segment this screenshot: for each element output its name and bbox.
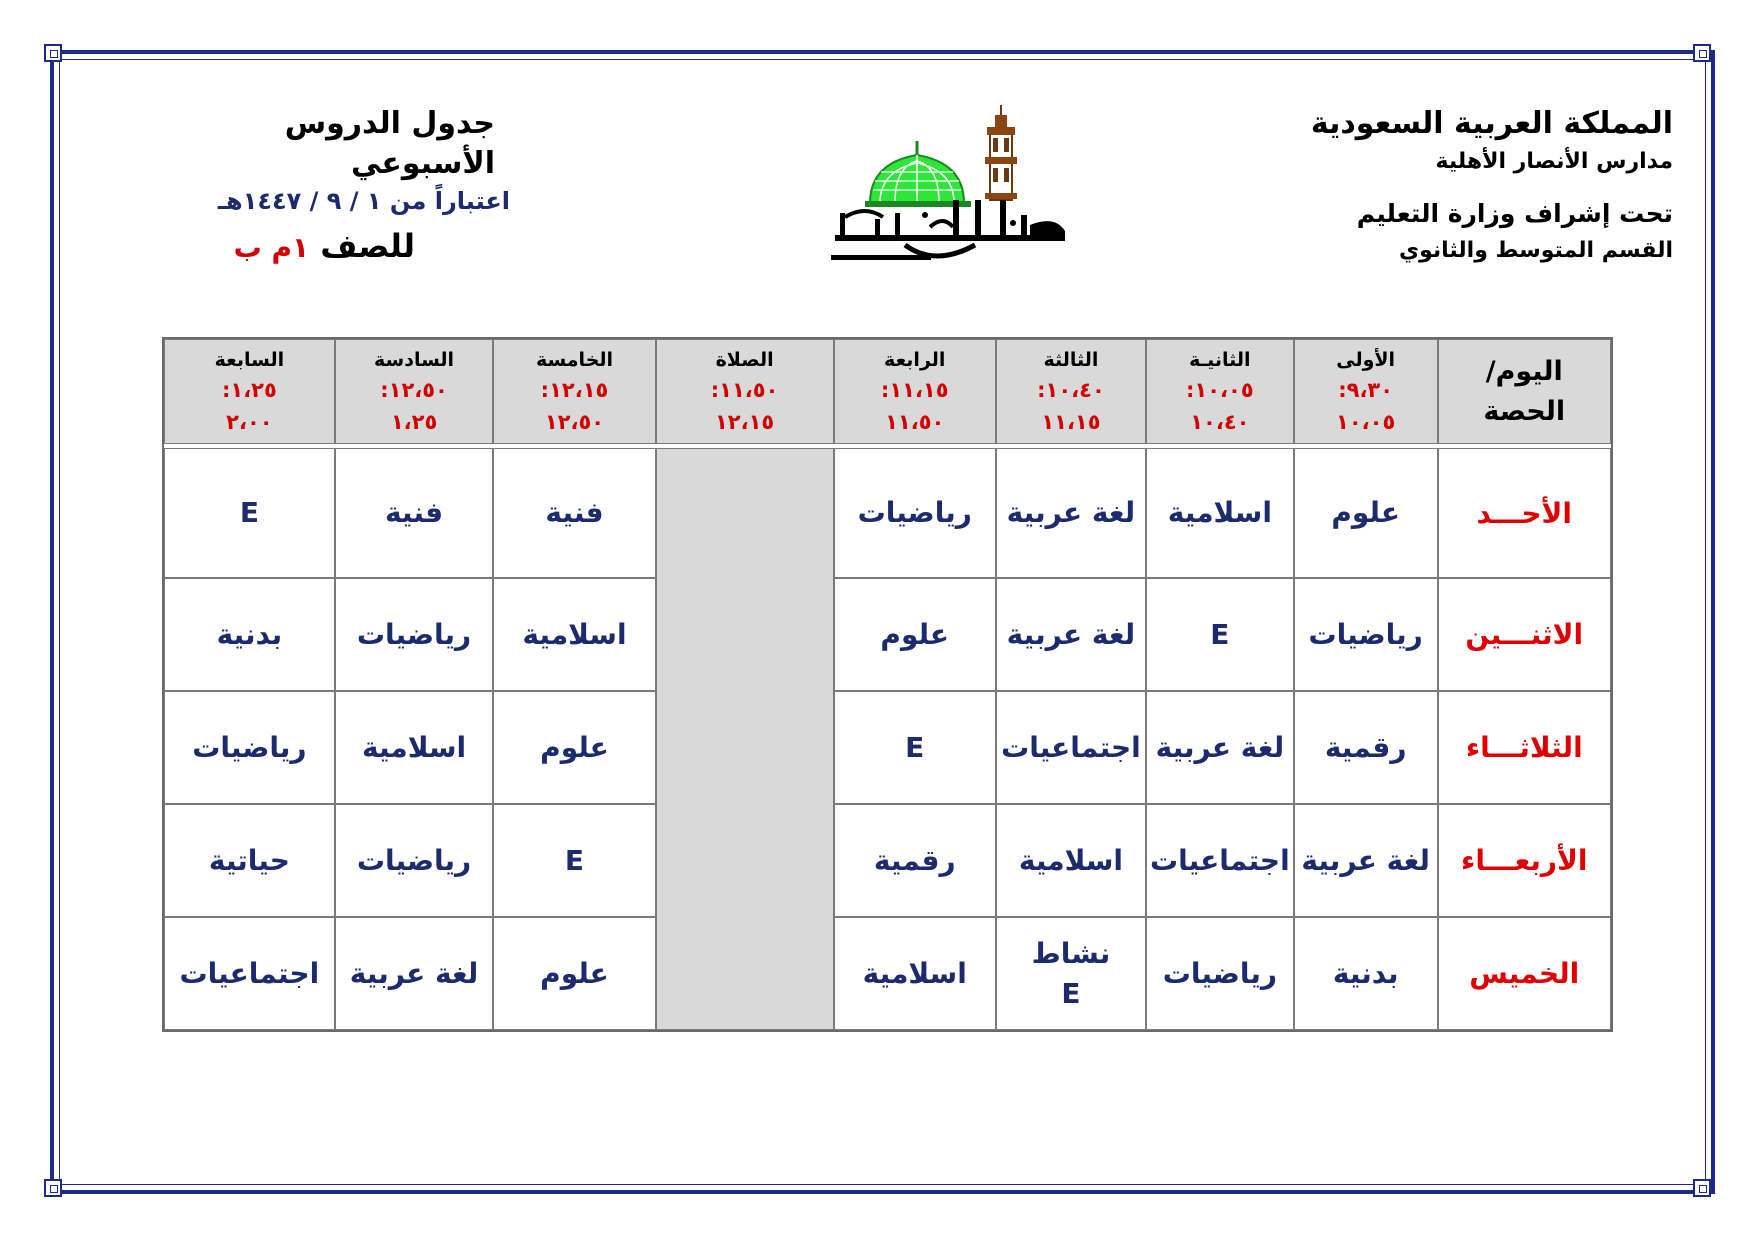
subject-cell: اجتماعيات: [996, 691, 1146, 804]
frame-corner-ornament: [44, 44, 62, 62]
subject-cell: حياتية: [164, 804, 335, 917]
period-end-time: ١٢،٥٠: [544, 409, 605, 434]
subject-cell: علوم: [493, 691, 655, 804]
period-header-5: [493, 339, 655, 444]
school-header: [1311, 104, 1673, 268]
subject-cell: لغة عربية: [1146, 691, 1294, 804]
subject-cell: اسلامية: [996, 804, 1146, 917]
subject-cell: بدنية: [1294, 917, 1438, 1030]
subject-cell: رقمية: [834, 804, 996, 917]
class-label: للصف: [320, 227, 415, 265]
period-start-time: ١٠،٤٠:: [1037, 377, 1105, 402]
period-header-7: [164, 339, 335, 444]
period-header-row: [164, 339, 1611, 444]
subject-english: E: [1061, 976, 1081, 1010]
class-name: ١م ب: [233, 231, 310, 264]
calligraphy-text: [831, 200, 1065, 260]
day-cell: الأربعـــاء: [1438, 804, 1612, 917]
corner-header-cell: [1438, 339, 1612, 444]
period-name: الثانيـة: [1189, 348, 1251, 371]
subject-cell: اجتماعيات: [164, 917, 335, 1030]
table-row: [164, 578, 1611, 691]
subject-cell: لغة عربية: [335, 917, 494, 1030]
period-start-time: ١١،٥٠:: [710, 377, 779, 402]
school-name: مدارس الأنصار الأهلية: [1435, 149, 1673, 174]
frame-corner-ornament: [44, 1179, 62, 1197]
period-end-time: ١٢،١٥: [714, 409, 775, 434]
minaret-icon: [985, 105, 1017, 200]
subject-cell: E: [1146, 578, 1294, 691]
table-row: [164, 917, 1611, 1030]
subject-cell: فنية: [493, 448, 655, 578]
supervision-text: تحت إشراف وزارة التعليم: [1356, 199, 1673, 228]
subject-cell: E: [164, 448, 335, 578]
subject-cell: رياضيات: [834, 448, 996, 578]
subject-cell: علوم: [493, 917, 655, 1030]
period-name: السادسة: [374, 348, 455, 371]
table-row: [164, 691, 1611, 804]
weekly-timetable: [162, 337, 1613, 1032]
effective-date: اعتباراً من ١ / ٩ / ١٤٤٧هـ: [217, 187, 510, 215]
subject-cell: علوم: [1294, 448, 1438, 578]
schedule-header: [140, 104, 510, 272]
period-header-2: [1146, 339, 1294, 444]
frame-corner-ornament: [1693, 1179, 1711, 1197]
table-row: [164, 448, 1611, 578]
period-end-time: ١،٢٥: [390, 409, 438, 434]
table-row: [164, 804, 1611, 917]
school-logo: [825, 105, 1085, 270]
period-axis-label: الحصة: [1483, 395, 1566, 427]
period-header-4: [834, 339, 996, 444]
day-cell: الاثنـــين: [1438, 578, 1612, 691]
period-start-time: ١،٢٥:: [221, 377, 277, 402]
period-start-time: ١٢،١٥:: [540, 377, 609, 402]
period-end-time: ١١،١٥: [1041, 409, 1101, 434]
period-header-1: [1294, 339, 1438, 444]
subject-cell: رياضيات: [335, 578, 494, 691]
period-header-3: [996, 339, 1146, 444]
subject-cell: لغة عربية: [1294, 804, 1438, 917]
period-name: السابعة: [214, 348, 285, 371]
subject-cell: رياضيات: [335, 804, 494, 917]
subject-cell: [996, 917, 1146, 1030]
subject-cell: فنية: [335, 448, 494, 578]
subject-cell: اسلامية: [1146, 448, 1294, 578]
period-end-time: ١٠،٠٥: [1336, 409, 1396, 434]
subject-cell: لغة عربية: [996, 448, 1146, 578]
period-name: الثالثة: [1043, 348, 1099, 371]
kingdom-name: المملكة العربية السعودية: [1310, 106, 1673, 141]
subject-cell: رياضيات: [1294, 578, 1438, 691]
period-end-time: ١٠،٤٠: [1190, 409, 1250, 434]
subject-cell: اسلامية: [834, 917, 996, 1030]
subject-cell: رياضيات: [1146, 917, 1294, 1030]
subject-cell: رياضيات: [164, 691, 335, 804]
subject-cell: E: [493, 804, 655, 917]
period-start-time: ١٠،٠٥:: [1186, 377, 1254, 402]
day-axis-label: اليوم/: [1485, 355, 1563, 387]
class-line: [140, 222, 510, 272]
subject-cell: اجتماعيات: [1146, 804, 1294, 917]
period-start-time: ١٢،٥٠:: [380, 377, 448, 402]
dome-icon: [865, 141, 971, 207]
day-cell: الثلاثـــاء: [1438, 691, 1612, 804]
prayer-break-cell: [656, 448, 834, 1030]
period-start-time: ٩،٣٠:: [1338, 377, 1394, 402]
period-header-6: [335, 339, 494, 444]
period-name: الرابعة: [884, 348, 946, 371]
day-cell: الخميس: [1438, 917, 1612, 1030]
period-name: الصلاة: [715, 348, 774, 371]
subject-cell: علوم: [834, 578, 996, 691]
period-end-time: ١١،٥٠: [885, 409, 945, 434]
period-end-time: ٢،٠٠: [226, 409, 273, 434]
subject-activity: نشاط: [1031, 936, 1111, 970]
subject-cell: بدنية: [164, 578, 335, 691]
subject-cell: رقمية: [1294, 691, 1438, 804]
subject-cell: اسلامية: [335, 691, 494, 804]
prayer-header: [656, 339, 834, 444]
frame-corner-ornament: [1693, 44, 1711, 62]
subject-cell: E: [834, 691, 996, 804]
period-start-time: ١١،١٥:: [880, 377, 949, 402]
schedule-title: جدول الدروس الأسبوعي: [284, 106, 495, 181]
period-name: الخامسة: [535, 348, 614, 371]
subject-cell: لغة عربية: [996, 578, 1146, 691]
day-cell: الأحـــد: [1438, 448, 1612, 578]
period-name: الأولى: [1336, 348, 1396, 371]
section-name: القسم المتوسط والثانوي: [1398, 238, 1673, 263]
subject-cell: اسلامية: [493, 578, 655, 691]
